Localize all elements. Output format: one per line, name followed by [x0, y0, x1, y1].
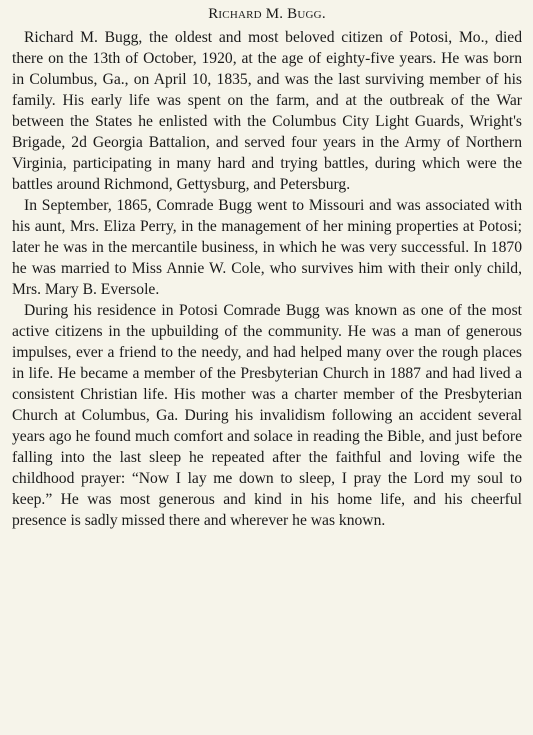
article-title: Richard M. Bugg. [208, 6, 326, 22]
paragraph-3: During his residence in Potosi Comrade Bugg was known as one of the most active citizens in the upbuilding of the community. He was a man of generous impulses, ever a friend to the needy, and had helped many over the rough places in life. He became a member of the Presbyterian Church in 1887 and had lived a consistent Christian life. His mother was a charter member of the Presbyterian Church at Columbus, Ga. During his invalidism following an accident several years ago he found much comfort and solace in reading the Bible, and just before falling into the last sleep he repeated after the faithful and loving wife the childhood prayer: “Now I lay me down to sleep, I pray the Lord my soul to keep.” He was most generous and kind in his home life, and his cheerful presence is sadly missed there and wherever he was known. [12, 302, 522, 529]
paragraph-2: In September, 1865, Comrade Bugg went to Missouri and was associated with his aunt, Mrs. Eliza Perry, in the management of her mining properties at Potosi; later he was in the mercantile business, in which he was very successful. In 1870 he was married to Miss Annie W. Cole, who survives him with their only child, Mrs. Mary B. Eversole. [12, 197, 522, 298]
paragraph-1: Richard M. Bugg, the oldest and most beloved citizen of Potosi, Mo., died there on the 13th of October, 1920, at the age of eighty-five years. He was born in Columbus, Ga., on April 10, 1835, and was the last surviving member of his family. His early life was spent on the farm, and at the outbreak of the War between the States he enlisted with the Columbus City Light Guards, Wright's Brigade, 2d Georgia Battalion, and served four years in the Army of Northern Virginia, participating in many hard and trying battles, during which were the battles around Richmond, Gettysburg, and Petersburg. [12, 29, 522, 193]
